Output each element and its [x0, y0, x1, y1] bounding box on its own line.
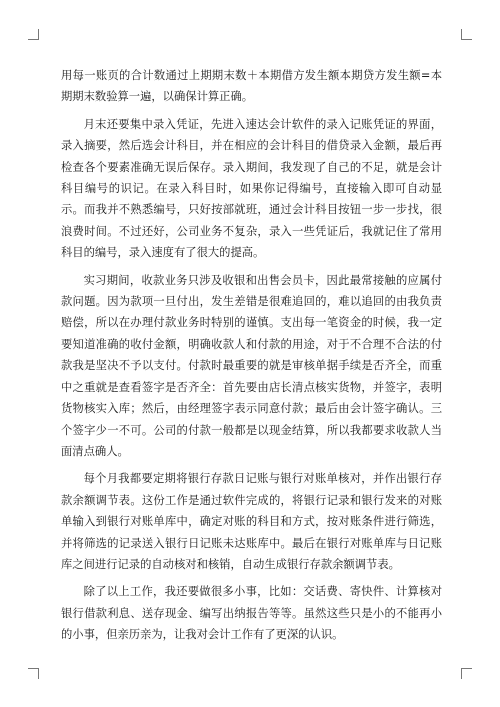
crop-mark-bottom-left: [28, 668, 39, 679]
document-body: [61, 65, 442, 685]
paragraph-other-tasks: 除了以上工作，我还要做很多小事，比如：交话费、寄快件、计算核对银行借款利息、送存现金、编写出纳报告等等。虽然这些只是小的不能再小的小事，但亲历亲为，让我对会计工作有了更深的认识。: [61, 585, 442, 642]
paragraph-verification: 用每一账页的合计数通过上期期末数＋本期借方发生额本期贷方发生额=本期期末数验算一遍，以确保计算正确。: [61, 69, 442, 104]
paragraph-payments: 实习期间，收款业务只涉及收银和出售会员卡，因此最常接触的应属付款问题。因为款项一旦付出，发生差错是很难追回的，难以追回的由我负责赔偿，所以在办理付款业务时特别的谨慎。支出每一笔资金的时候，我一定要知道准确的收付金额，明确收款人和付款的用途，对于不合理不合法的付款我是坚决不予以支付。付款时最重要的就是审核单据手续是否齐全，而重中之重就是查看签字是否齐全：首先要由店长清点核实货物，并签字，表明货物核实入库；然后，由经理签字表示同意付款；最后由会计签字确认。三个签字少一不可。公司的付款一般都是以现金结算，所以我都要求收款人当面清点确人。: [61, 273, 442, 458]
paragraph-bank-reconciliation: 每个月我都要定期将银行存款日记账与银行对账单核对，并作出银行存款余额调节表。这份工作是通过软件完成的，将银行记录和银行发来的对账单输入到银行对账单库中，确定对账的科目和方式，按对账条件进行筛选，并将筛选的记录送入银行日记账未达账库中。最后在银行对账单库与日记账库之间进行记录的自动核对和核销，自动生成银行存款余额调节表。: [61, 472, 442, 571]
crop-mark-top-right: [461, 29, 472, 40]
crop-mark-top-left: [28, 29, 39, 40]
crop-mark-bottom-right: [461, 668, 472, 679]
paragraph-voucher-entry: 月末还要集中录入凭证，先进入速达会计软件的录入记账凭证的界面，录入摘要，然后选会计科目，并在相应的会计科目的借贷录入金额，最后再检查各个要素准确无误后保存。录入期间，我发现了自己的不足，就是会计科目编号的识记。在录入科目时，如果你记得编号，直接输入即可自动显示。而我并不熟悉编号，只好按部就班，通过会计科目按钮一步一步找，很浪费时间。不过还好，公司业务不复杂，录入一些凭证后，我就记住了常用科目的编号，录入速度有了很大的提高。: [61, 117, 442, 260]
